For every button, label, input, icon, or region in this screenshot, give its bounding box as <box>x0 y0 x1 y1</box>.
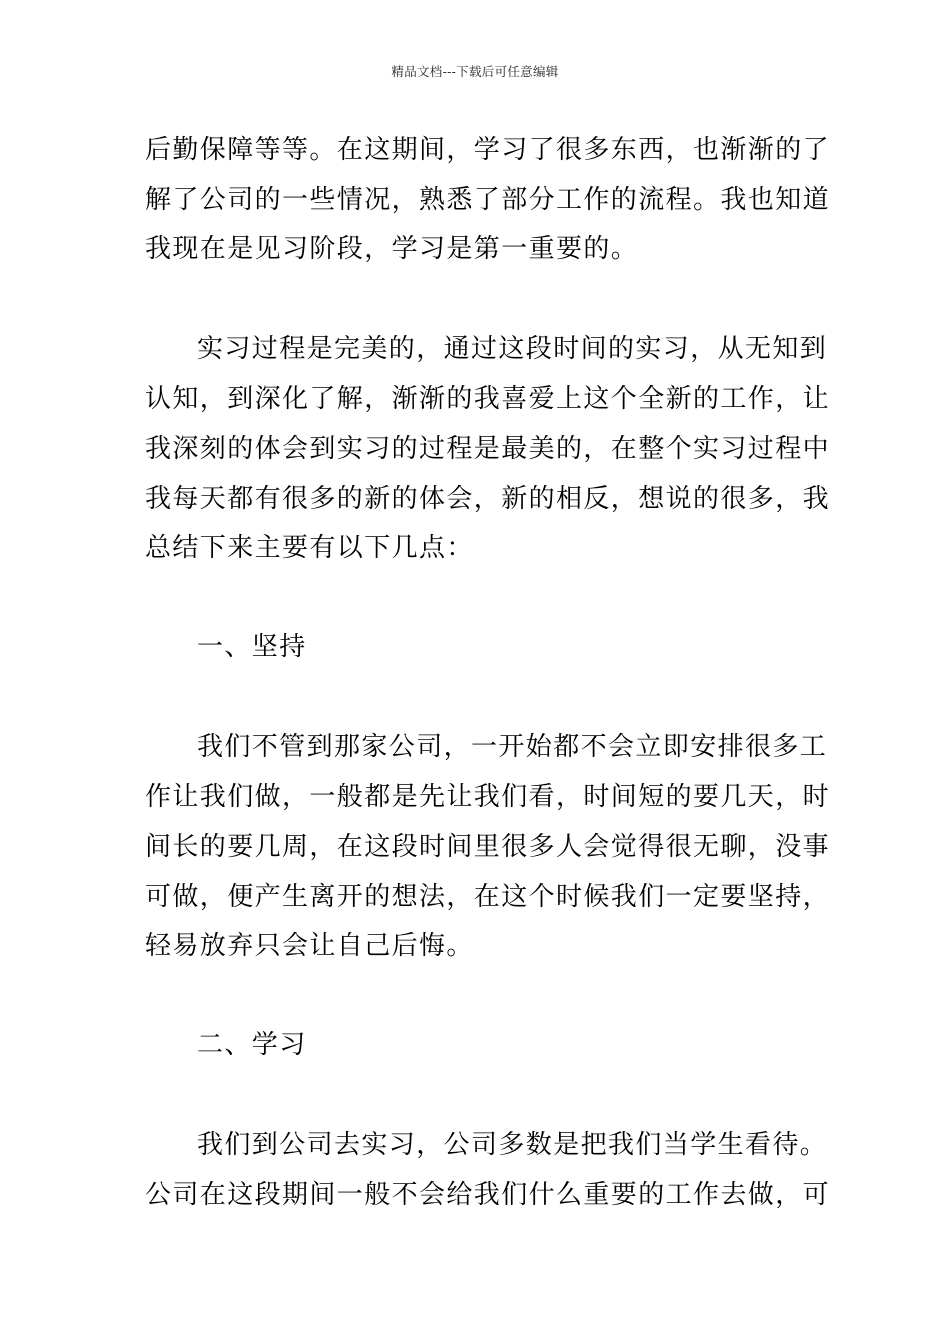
section-heading: 二、学习 <box>197 1030 307 1060</box>
paragraph-line: 我们到公司去实习，公司多数是把我们当学生看待。 <box>197 1130 828 1160</box>
paragraph-line: 后勤保障等等。在这期间，学习了很多东西，也渐渐的了 <box>145 135 831 165</box>
paragraph-line: 解了公司的一些情况，熟悉了部分工作的流程。我也知道 <box>145 185 831 215</box>
paragraph-line: 我每天都有很多的新的体会，新的相反，想说的很多，我 <box>145 484 831 514</box>
section-heading: 一、坚持 <box>197 632 307 662</box>
paragraph-line: 我们不管到那家公司，一开始都不会立即安排很多工 <box>197 732 828 762</box>
paragraph-line: 总结下来主要有以下几点： <box>145 533 474 563</box>
paragraph-line: 间长的要几周，在这段时间里很多人会觉得很无聊，没事 <box>145 832 831 862</box>
paragraph-line: 轻易放弃只会让自己后悔。 <box>145 931 474 961</box>
paragraph-line: 认知，到深化了解，渐渐的我喜爱上这个全新的工作，让 <box>145 384 831 414</box>
paragraph-line: 可做，便产生离开的想法，在这个时候我们一定要坚持， <box>145 882 831 912</box>
paragraph-line: 我深刻的体会到实习的过程是最美的，在整个实习过程中 <box>145 434 831 464</box>
paragraph-line: 公司在这段期间一般不会给我们什么重要的工作去做，可 <box>145 1180 831 1210</box>
paragraph-line: 我现在是见习阶段，学习是第一重要的。 <box>145 234 639 264</box>
page-header: 精品文档---下载后可任意编辑 <box>391 64 559 79</box>
paragraph-line: 作让我们做，一般都是先让我们看，时间短的要几天，时 <box>145 782 831 812</box>
paragraph-line: 实习过程是完美的，通过这段时间的实习，从无知到 <box>197 334 828 364</box>
